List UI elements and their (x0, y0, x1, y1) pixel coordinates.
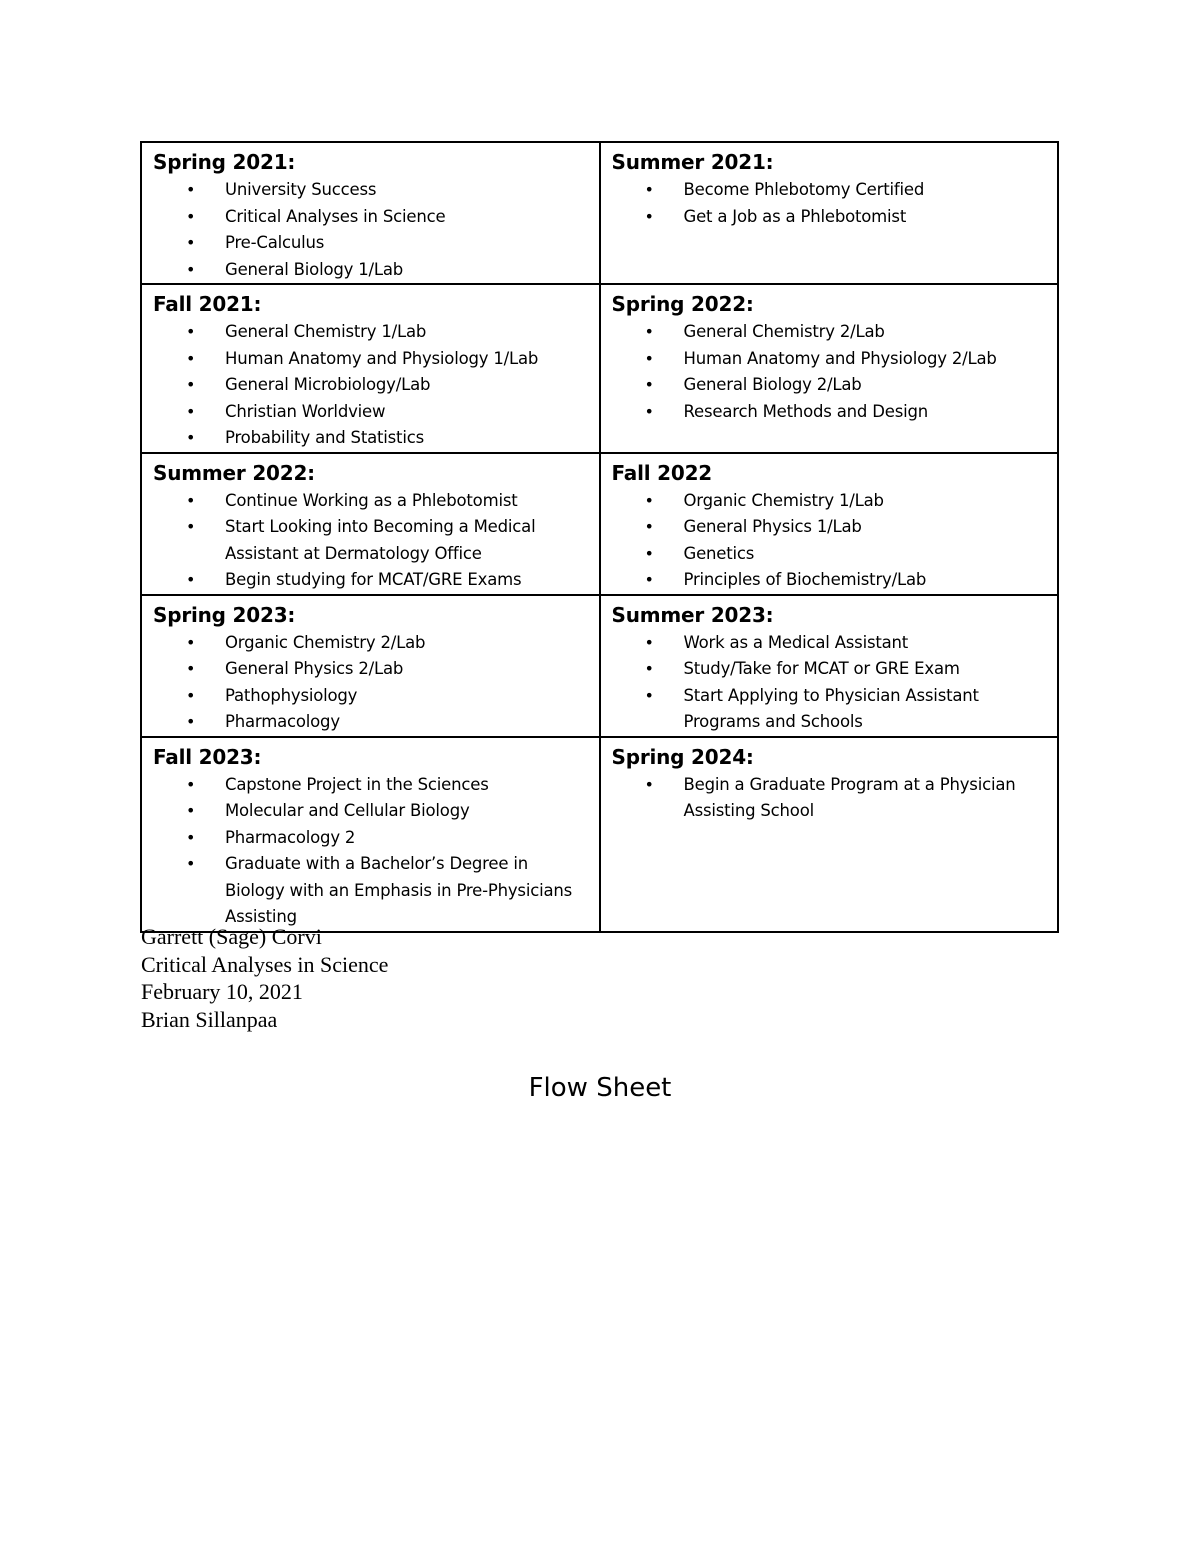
course-label: Pre-Calculus (225, 233, 325, 252)
term-title: Summer 2021: (611, 150, 774, 174)
course-item (612, 514, 1050, 541)
course-label: Human Anatomy and Physiology 1/Lab (225, 348, 539, 368)
bullet-icon: • (644, 206, 654, 226)
course-item (612, 177, 1050, 204)
term-cell (600, 737, 1059, 932)
course-item (153, 851, 591, 931)
course-label: Work as a Medical Assistant (683, 632, 909, 652)
term-title: Spring 2024: (611, 744, 754, 769)
assignment-date: February 10, 2021 (141, 979, 303, 1004)
course-list (612, 772, 1050, 825)
bullet-icon: • (186, 774, 196, 794)
term-title: Fall 2023: (153, 744, 262, 769)
course-item (153, 177, 591, 204)
bullet-icon: • (644, 774, 654, 794)
term-title: Spring 2022: (611, 292, 754, 316)
course-label: General Physics 2/Lab (225, 659, 404, 678)
bullet-icon: • (644, 659, 654, 678)
course-label: Human Anatomy and Physiology 2/Lab (683, 348, 997, 368)
course-list (612, 177, 1050, 230)
bullet-icon: • (186, 375, 196, 394)
course-item (153, 230, 591, 257)
bullet-icon: • (186, 206, 196, 226)
document-title: Flow Sheet (528, 1073, 672, 1103)
bullet-icon: • (644, 322, 654, 341)
term-title: Summer 2022: (153, 460, 315, 485)
course-label: Capstone Project in the Sciences (225, 774, 489, 794)
course-item (153, 257, 591, 284)
bullet-icon: • (186, 827, 196, 847)
instructor-name: Brian Sillanpaa (141, 1006, 278, 1032)
course-item (612, 541, 1050, 568)
bullet-icon: • (186, 428, 196, 447)
bullet-icon: • (186, 517, 196, 536)
term-row (141, 595, 1058, 737)
term-row (141, 453, 1058, 595)
course-name: Critical Analyses in Science (141, 951, 389, 977)
course-item (153, 567, 591, 594)
course-item (612, 683, 1050, 736)
course-list (153, 319, 591, 452)
course-list (153, 488, 591, 594)
term-cell (141, 737, 600, 932)
course-item (612, 656, 1050, 683)
course-item (612, 319, 1050, 346)
course-label: Start Applying to Physician Assistant Programs and Schools (683, 685, 979, 731)
course-item (153, 825, 591, 852)
course-item (153, 630, 591, 657)
course-list (612, 319, 1050, 425)
course-item (153, 346, 591, 373)
term-cell (600, 284, 1059, 453)
course-label: University Success (225, 180, 377, 199)
course-list (153, 772, 591, 931)
course-label: Graduate with a Bachelor’s Degree in Biology with an Emphasis in Pre-Physicians Assisting (225, 854, 573, 926)
course-item (153, 204, 591, 231)
course-label: Organic Chemistry 1/Lab (683, 490, 884, 510)
course-item (153, 319, 591, 346)
degree-plan-table (140, 141, 1059, 933)
bullet-icon: • (644, 632, 654, 652)
bullet-icon: • (186, 401, 196, 421)
course-item (153, 488, 591, 515)
course-label: Begin studying for MCAT/GRE Exams (225, 570, 522, 589)
bullet-icon: • (186, 490, 196, 510)
term-title: Spring 2021: (153, 150, 296, 174)
course-item (153, 399, 591, 426)
course-label: Study/Take for MCAT or GRE Exam (683, 659, 960, 678)
term-cell (141, 284, 600, 453)
course-item (612, 399, 1050, 426)
student-name: Garrett (Sage) Corvi (141, 924, 322, 949)
course-label: General Chemistry 1/Lab (225, 322, 427, 341)
course-label: Get a Job as a Phlebotomist (683, 206, 907, 226)
bullet-icon: • (186, 632, 196, 652)
course-label: Probability and Statistics (225, 428, 424, 447)
course-item (612, 372, 1050, 399)
bullet-icon: • (186, 259, 196, 279)
bullet-icon: • (644, 543, 654, 563)
term-row (141, 142, 1058, 284)
course-label: Start Looking into Becoming a Medical Assistant at Dermatology Office (225, 517, 536, 563)
course-label: Organic Chemistry 2/Lab (225, 632, 426, 652)
course-item (612, 488, 1050, 515)
bullet-icon: • (186, 233, 196, 252)
bullet-icon: • (186, 712, 196, 731)
bullet-icon: • (644, 517, 654, 536)
course-item (153, 372, 591, 399)
course-item (612, 346, 1050, 373)
bullet-icon: • (186, 348, 196, 368)
bullet-icon: • (186, 570, 196, 589)
course-label: Molecular and Cellular Biology (225, 801, 470, 820)
bullet-icon: • (644, 490, 654, 510)
course-label: Pharmacology (225, 712, 340, 731)
course-item (153, 709, 591, 736)
course-label: Christian Worldview (225, 401, 386, 421)
course-label: General Chemistry 2/Lab (683, 322, 885, 341)
term-title: Spring 2023: (153, 602, 296, 627)
term-cell (600, 595, 1059, 737)
course-item (612, 567, 1050, 594)
course-list (153, 630, 591, 736)
course-list (153, 177, 591, 283)
course-item (612, 772, 1050, 825)
term-row (141, 737, 1058, 932)
term-cell (141, 595, 600, 737)
course-item (153, 798, 591, 825)
course-item (612, 630, 1050, 657)
course-label: Pathophysiology (225, 685, 358, 705)
course-list (612, 630, 1050, 736)
course-item (612, 204, 1050, 231)
bullet-icon: • (644, 685, 654, 705)
course-item (153, 425, 591, 452)
bullet-icon: • (186, 801, 196, 820)
term-cell (141, 142, 600, 284)
course-label: Principles of Biochemistry/Lab (683, 570, 927, 589)
term-cell (141, 453, 600, 595)
course-label: Continue Working as a Phlebotomist (225, 490, 518, 510)
bullet-icon: • (644, 401, 654, 421)
course-label: Genetics (683, 543, 755, 563)
term-row (141, 284, 1058, 453)
course-label: Critical Analyses in Science (225, 206, 446, 226)
course-label: Begin a Graduate Program at a Physician Assisting School (683, 774, 1016, 820)
bullet-icon: • (186, 685, 196, 705)
course-item (153, 514, 591, 567)
course-item (153, 656, 591, 683)
bullet-icon: • (186, 322, 196, 341)
bullet-icon: • (186, 659, 196, 678)
bullet-icon: • (644, 348, 654, 368)
bullet-icon: • (644, 375, 654, 394)
term-cell (600, 453, 1059, 595)
bullet-icon: • (186, 180, 196, 199)
bullet-icon: • (186, 854, 196, 873)
course-label: Pharmacology 2 (225, 827, 356, 847)
course-label: Become Phlebotomy Certified (683, 180, 925, 199)
course-label: General Physics 1/Lab (683, 517, 862, 536)
course-item (153, 772, 591, 799)
course-list (612, 488, 1050, 594)
course-label: General Biology 2/Lab (683, 375, 862, 394)
term-title: Summer 2023: (611, 602, 774, 627)
bullet-icon: • (644, 180, 654, 199)
course-item (153, 683, 591, 710)
course-label: General Biology 1/Lab (225, 259, 404, 279)
header-block (141, 923, 388, 1033)
term-title: Fall 2021: (153, 292, 262, 316)
term-title: Fall 2022 (611, 460, 713, 485)
course-label: Research Methods and Design (683, 401, 929, 421)
course-label: General Microbiology/Lab (225, 375, 431, 394)
term-cell (600, 142, 1059, 284)
bullet-icon: • (644, 570, 654, 589)
